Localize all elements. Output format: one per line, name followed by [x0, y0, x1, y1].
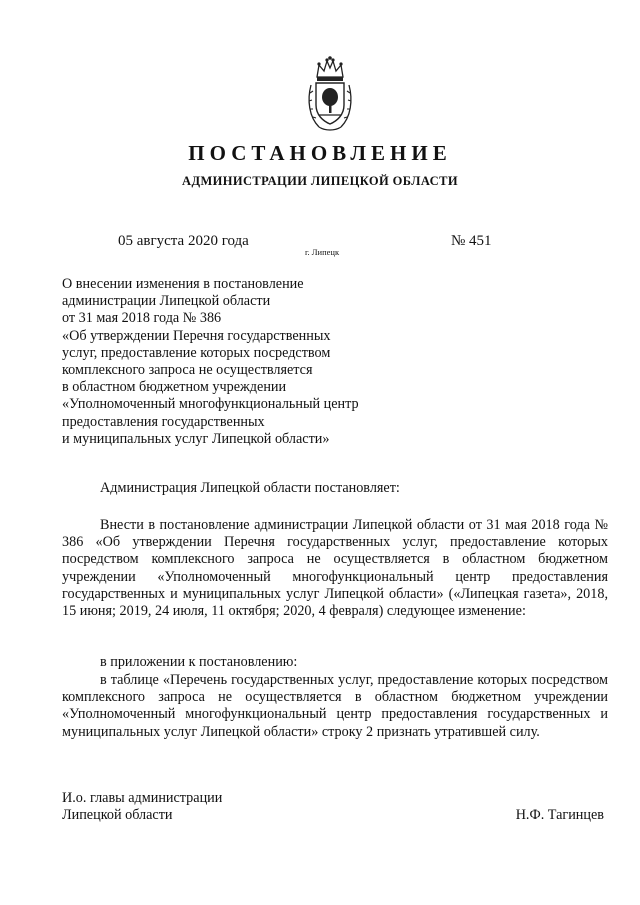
heading-line: предоставления государственных	[62, 413, 265, 430]
signature-title-line: И.о. главы администрации	[62, 790, 223, 806]
heading-line: и муниципальных услуг Липецкой области»	[62, 430, 330, 447]
heading-line: комплексного запроса не осуществляется	[62, 362, 313, 379]
body-paragraph-1: Внести в постановление администрации Липецкой области от 31 мая 2018 года № 386 «Об утверждении Перечня государственных услуг, предоставление которых посредством комплексного запроса не осуществляется в областном бюджетном учреждении «Уполномоченный многофункциональный центр предоставления государственных и муниципальных услуг Липецкой области» («Липецкая газета», 2018, 15 июня; 2019, 24 июля, 11 октября; 2020, 4 февраля) следующее изменение:	[62, 517, 608, 620]
document-heading	[62, 276, 392, 448]
body-paragraph-2: в приложении к постановлению:	[100, 654, 298, 670]
intro-paragraph: Администрация Липецкой области постановляет:	[100, 480, 400, 496]
heading-line: в областном бюджетном учреждении	[62, 379, 287, 396]
body-paragraph-3: в таблице «Перечень государственных услуг, предоставление которых посредством комплексного запроса не осуществляется в областном бюджетном учреждении «Уполномоченный многофункциональный центр предоставления государственных и муниципальных услуг Липецкой области» строку 2 признать утратившей силу.	[62, 672, 608, 740]
document-number: № 451	[451, 233, 492, 249]
coat-of-arms-icon	[305, 55, 355, 133]
heading-line: администрации Липецкой области	[62, 293, 271, 310]
heading-line: от 31 мая 2018 года № 386	[62, 310, 222, 327]
heading-line: «Уполномоченный многофункциональный центр	[62, 396, 359, 413]
heading-line: услуг, предоставление которых посредством	[62, 344, 331, 361]
document-subtitle: АДМИНИСТРАЦИИ ЛИПЕЦКОЙ ОБЛАСТИ	[182, 174, 458, 188]
document-date: 05 августа 2020 года	[118, 233, 249, 249]
document-city: г. Липецк	[305, 247, 340, 257]
heading-line: О внесении изменения в постановление	[62, 276, 304, 292]
heading-line: «Об утверждении Перечня государственных	[62, 327, 331, 344]
signer-name: Н.Ф. Тагинцев	[515, 807, 604, 823]
signature-title	[62, 790, 222, 824]
document-title: ПОСТАНОВЛЕНИЕ	[188, 141, 452, 165]
signature-title-line: Липецкой области	[62, 807, 173, 824]
